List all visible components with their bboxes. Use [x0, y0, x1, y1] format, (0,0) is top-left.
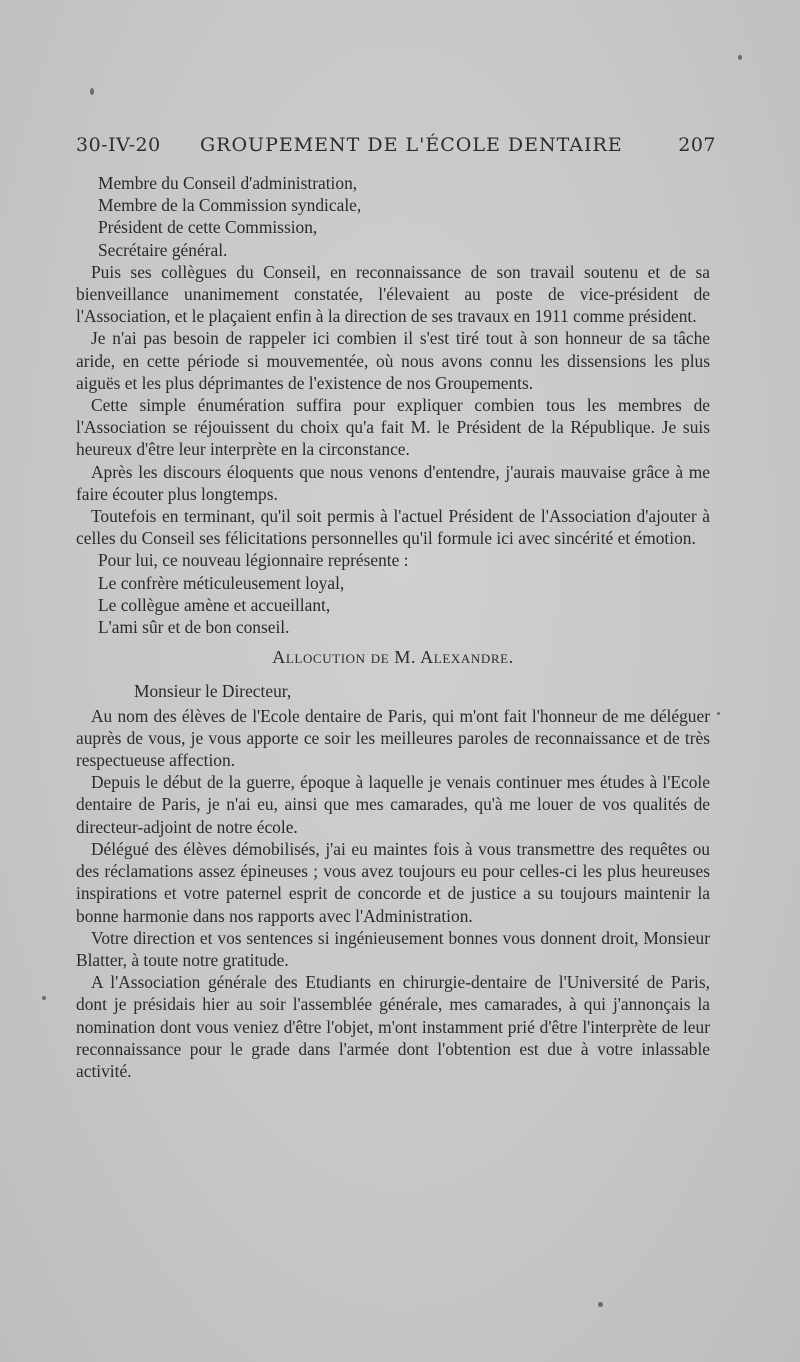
paragraph: Je n'ai pas besoin de rappeler ici combien il s'est tiré tout à son honneur de sa tâche aride, en cette période si mouvementée, où nous avons connu les dissensions les plus aiguës et les plus déprimantes de l'existence de nos Groupements.: [76, 328, 710, 393]
paragraph: Délégué des élèves démobilisés, j'ai eu maintes fois à vous transmettre des requêtes ou des réclamations assez épineuses ; vous avez toujours eu pour celles-ci les plus heureuses inspirations et votre paternel esprit de concorde et de justice a su toujours maintenir la bonne harmonie dans nos rapports avec l'Administration.: [76, 838, 710, 926]
closing-line: Le collègue amène et accueillant,: [98, 594, 331, 615]
list-line: Membre de la Commission syndicale,: [98, 195, 362, 216]
paragraph: Toutefois en terminant, qu'il soit permis à l'actuel Président de l'Association d'ajouter à celles du Conseil ses félicitations personnelles qu'il formule ici avec sincérité et émotion.: [76, 506, 710, 549]
paper-speck: [717, 712, 720, 715]
paper-speck: [42, 996, 46, 1000]
list-line: Secrétaire général.: [98, 239, 228, 260]
paragraph: Votre direction et vos sentences si ingénieusement bonnes vous donnent droit, Monsieur Blatter, à toute notre gratitude.: [76, 927, 710, 970]
running-head: [76, 134, 716, 160]
running-title: GROUPEMENT DE L'ÉCOLE DENTAIRE: [200, 134, 623, 156]
closing-line: L'ami sûr et de bon conseil.: [98, 617, 290, 638]
list-line: Membre du Conseil d'administration,: [98, 173, 358, 193]
issue-date: 30-IV-20: [76, 134, 161, 156]
closing-line: Pour lui, ce nouveau légionnaire représente :: [98, 550, 409, 571]
closing-line: Le confrère méticuleusement loyal,: [98, 572, 345, 593]
paragraph: Puis ses collègues du Conseil, en reconnaissance de son travail soutenu et de sa bienveillance unanimement constatée, l'élevaient au poste de vice-président de l'Association, et le plaçaient enfin à la direction de ses travaux en 1911 comme président.: [76, 261, 710, 327]
salutation: Monsieur le Directeur,: [134, 681, 292, 702]
paper-speck: [598, 1302, 603, 1307]
paper-speck: [738, 55, 742, 60]
page-number: 207: [678, 134, 716, 156]
paragraph: Au nom des élèves de l'Ecole dentaire de Paris, qui m'ont fait l'honneur de me déléguer auprès de vous, je vous apporte ce soir les meilleures paroles de reconnaissance et de très respectueuse affection.: [76, 705, 710, 771]
paragraph: Après les discours éloquents que nous venons d'entendre, j'aurais mauvaise grâce à me faire écouter plus longtemps.: [76, 461, 710, 504]
paragraph: Depuis le début de la guerre, époque à laquelle je venais continuer mes études à l'Ecole dentaire de Paris, je n'ai eu, ainsi que mes camarades, qu'à me louer de vos qualités de directeur-adjoint de notre école.: [76, 772, 710, 837]
paragraph: Cette simple énumération suffira pour expliquer combien tous les membres de l'Association se réjouissent du choix qu'a fait M. le Président de la République. Je suis heureux d'être leur interprète en la circonstance.: [76, 395, 710, 460]
body-text: [76, 172, 710, 1082]
section-heading: Allocution de M. Alexandre.: [272, 647, 514, 668]
list-line: Président de cette Commission,: [98, 217, 318, 238]
paragraph: A l'Association générale des Etudiants en chirurgie-dentaire de l'Université de Paris, dont je présidais hier au soir l'assemblée générale, mes camarades, à qui j'annonçais la nomination dont vous veniez d'être l'objet, m'ont instamment prié d'être l'interprète de leur reconnaissance pour le grade dans l'armée dont l'obtention est due à votre inlassable activité.: [76, 972, 710, 1081]
paper-speck: [90, 88, 94, 95]
